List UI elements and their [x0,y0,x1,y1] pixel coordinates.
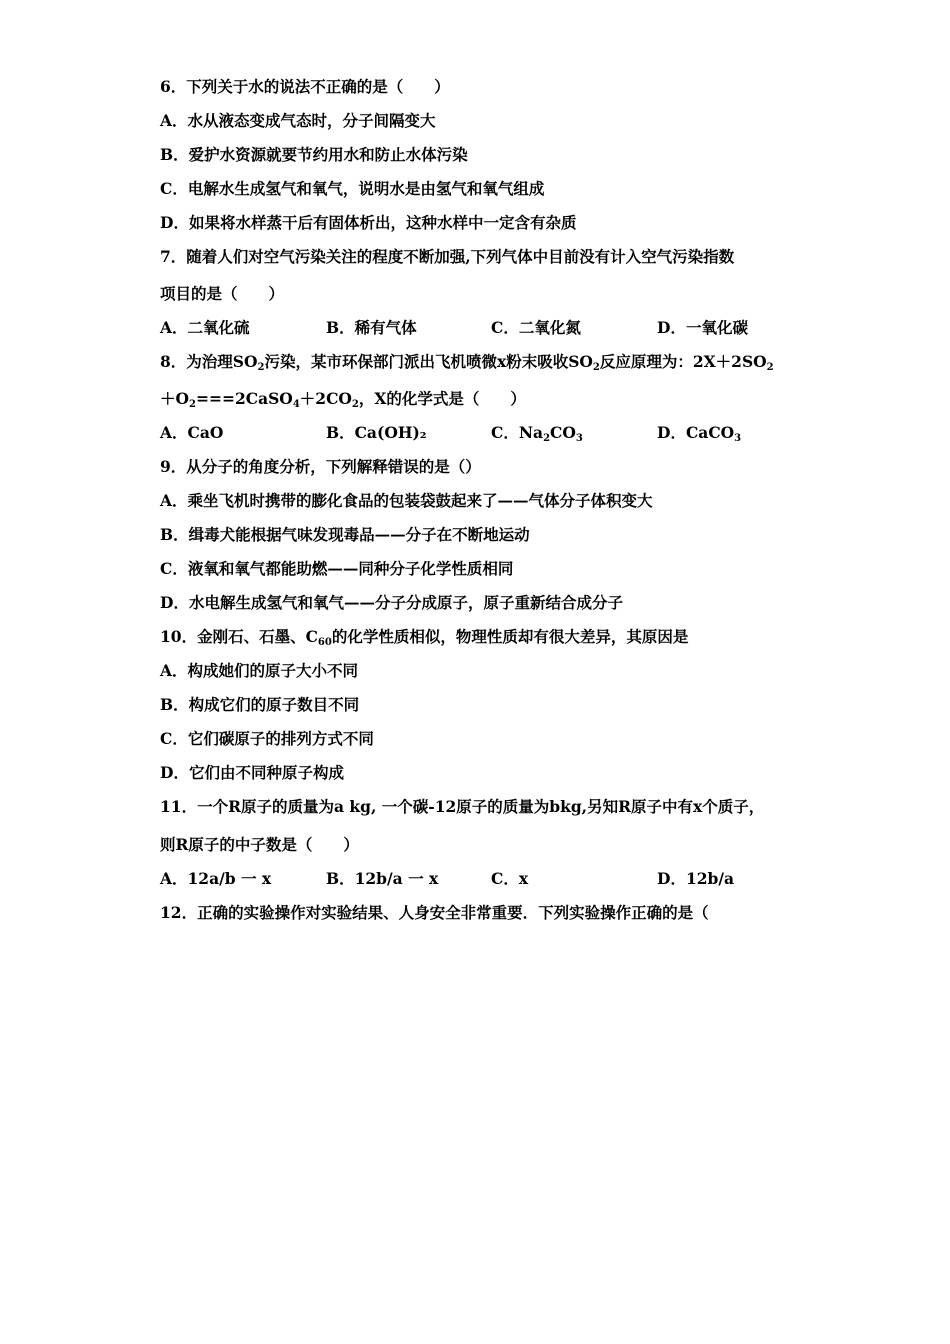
q11-option-a: A．12a/b 一 x [160,869,272,888]
q8-text: 反应原理为：2X＋2SO [599,352,767,371]
q8-subscript: 2 [257,362,265,373]
q10-text: 的化学性质相似，物理性质却有很大差异，其原因是 [331,627,689,646]
q8-options [160,423,800,443]
q10-option-b: B．构成它们的原子数目不同 [160,695,360,714]
q8-text: ，X的化学式是（ ） [358,389,526,408]
q8-subscript: 2 [592,362,600,373]
q9-stem: 9．从分子的角度分析，下列解释错误的是（） [160,457,481,476]
q8-option-c-text: C．Na [491,423,544,442]
q8-text: ===2CaSO [195,389,293,408]
q7-option-c: C．二氧化氮 [491,318,581,337]
q11-option-c: C．x [491,869,529,888]
q7-stem-line2: 项目的是（ ） [160,284,285,303]
q8-subscript: 2 [543,433,551,444]
q10-option-a: A．构成她们的原子大小不同 [160,661,359,680]
q8-text: ＋O [160,389,190,408]
q11-options [160,869,800,889]
q7-options [160,318,800,338]
q8-subscript: 3 [575,433,583,444]
q8-subscript: 2 [766,362,774,373]
q6-option-c: C．电解水生成氢气和氧气，说明水是由氢气和氧气组成 [160,179,545,198]
q10-stem [160,627,688,647]
q9-option-c: C．液氧和氧气都能助燃——同种分子化学性质相同 [160,559,514,578]
q7-option-b: B．稀有气体 [326,318,417,337]
q10-subscript: 60 [317,637,332,648]
q8-stem-line2 [160,389,526,409]
q8-text: 8．为治理SO [160,352,258,371]
q8-text: 污染，某市环保部门派出飞机喷微x粉末吸收SO [264,352,593,371]
q10-text: 10．金刚石、石墨、C [160,627,318,646]
q11-stem-line2: 则R原子的中子数是（ ） [160,835,359,854]
q6-option-d: D．如果将水样蒸干后有固体析出，这种水样中一定含有杂质 [160,213,577,232]
q12-stem: 12．正确的实验操作对实验结果、人身安全非常重要．下列实验操作正确的是（ [160,903,709,922]
q8-option-d-text: D．CaCO [657,423,735,442]
q7-stem-line1: 7．随着人们对空气污染关注的程度不断加强,下列气体中目前没有计入空气污染指数 [160,247,735,266]
q8-option-a: A．CaO [160,423,224,442]
q8-option-c [491,423,583,443]
q6-option-a: A．水从液态变成气态时，分子间隔变大 [160,111,436,130]
q11-stem-line1: 11．一个R原子的质量为a kg, 一个碳-12原子的质量为bkg,另知R原子中有x个质子， [160,797,765,816]
q8-option-d [657,423,741,443]
q8-subscript: 2 [189,399,196,410]
q11-option-b: B．12b/a 一 x [326,869,439,888]
q10-option-c: C．它们碳原子的排列方式不同 [160,729,374,748]
q8-subscript: 4 [292,399,300,410]
q10-option-d: D．它们由不同种原子构成 [160,763,344,782]
q8-subscript: 2 [351,399,359,410]
q9-option-b: B．缉毒犬能根据气味发现毒品——分子在不断地运动 [160,525,530,544]
q7-option-d: D．一氧化碳 [657,318,748,337]
q9-option-d: D．水电解生成氢气和氧气——分子分成原子，原子重新结合成分子 [160,593,623,612]
q8-stem-line1 [160,352,774,372]
q6-stem: 6．下列关于水的说法不正确的是（ ） [160,77,450,96]
q8-option-c-text: CO [550,423,576,442]
q8-option-b: B．Ca(OH)₂ [326,423,427,442]
q7-option-a: A．二氧化硫 [160,318,250,337]
q9-option-a: A．乘坐飞机时携带的膨化食品的包装袋鼓起来了——气体分子体积变大 [160,491,653,510]
q11-option-d: D．12b/a [657,869,735,888]
q6-option-b: B．爱护水资源就要节约用水和防止水体污染 [160,145,468,164]
q8-text: ＋2CO [299,389,352,408]
q8-subscript: 3 [734,433,742,444]
